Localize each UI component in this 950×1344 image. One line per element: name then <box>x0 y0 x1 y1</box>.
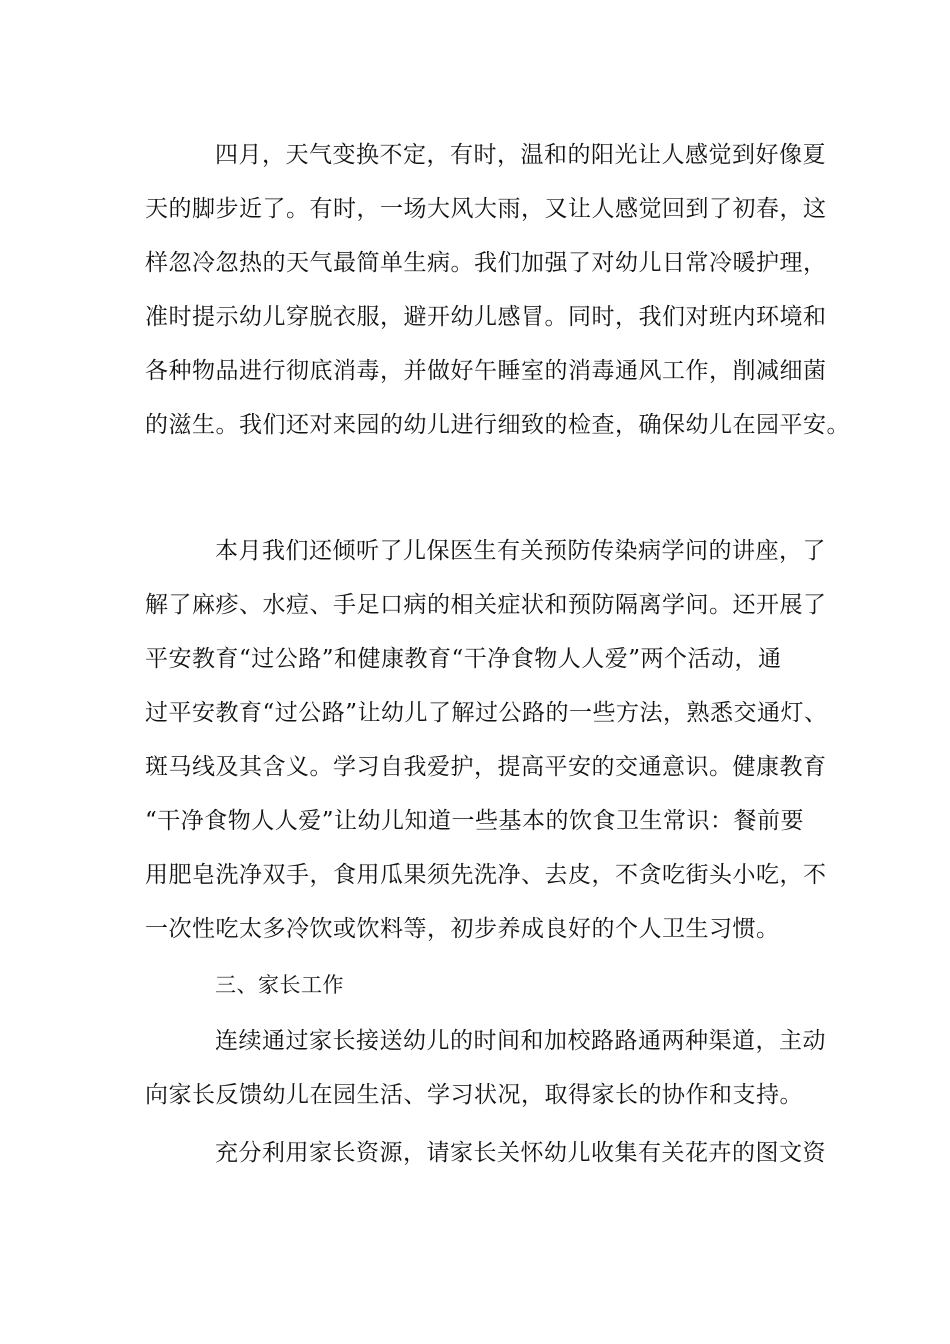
paragraph-line: 斑马线及其含义。学习自我爱护，提高平安的交通意识。健康教育 <box>145 754 827 780</box>
paragraph-line: 解了麻疹、水痘、手足口病的相关症状和预防隔离学问。还开展了 <box>145 592 827 618</box>
paragraph-line: 的滋生。我们还对来园的幼儿进行细致的检查，确保幼儿在园平安。 <box>145 412 850 438</box>
paragraph-line: 过平安教育“过公路”让幼儿了解过公路的一些方法，熟悉交通灯、 <box>145 700 828 726</box>
paragraph-line: 本月我们还倾听了儿保医生有关预防传染病学问的讲座，了 <box>215 538 826 564</box>
paragraph-line: 向家长反馈幼儿在园生活、学习状况，取得家长的协作和支持。 <box>145 1082 803 1108</box>
paragraph-line: 用肥皂洗净双手，食用瓜果须先洗净、去皮，不贪吃街头小吃，不 <box>145 862 827 888</box>
paragraph-line: 四月，天气变换不定，有时，温和的阳光让人感觉到好像夏 <box>215 142 826 168</box>
section-heading: 三、家长工作 <box>215 973 344 997</box>
paragraph-line: 准时提示幼儿穿脱衣服，避开幼儿感冒。同时，我们对班内环境和 <box>145 304 827 330</box>
paragraph-line: 连续通过家长接送幼儿的时间和加校路路通两种渠道，主动 <box>215 1028 826 1054</box>
paragraph-line: 天的脚步近了。有时，一场大风大雨，又让人感觉回到了初春，这 <box>145 196 827 222</box>
paragraph-line: 平安教育“过公路”和健康教育“干净食物人人爱”两个活动，通 <box>145 646 782 672</box>
paragraph-line: 样忽冷忽热的天气最简单生病。我们加强了对幼儿日常冷暖护理， <box>145 250 827 276</box>
paragraph-line: “干净食物人人爱”让幼儿知道一些基本的饮食卫生常识：餐前要 <box>145 808 805 834</box>
paragraph-line: 各种物品进行彻底消毒，并做好午睡室的消毒通风工作，削减细菌 <box>145 358 827 384</box>
paragraph-line: 一次性吃太多冷饮或饮料等，初步养成良好的个人卫生习惯。 <box>145 916 780 942</box>
paragraph-line: 充分利用家长资源，请家长关怀幼儿收集有关花卉的图文资 <box>215 1140 826 1166</box>
